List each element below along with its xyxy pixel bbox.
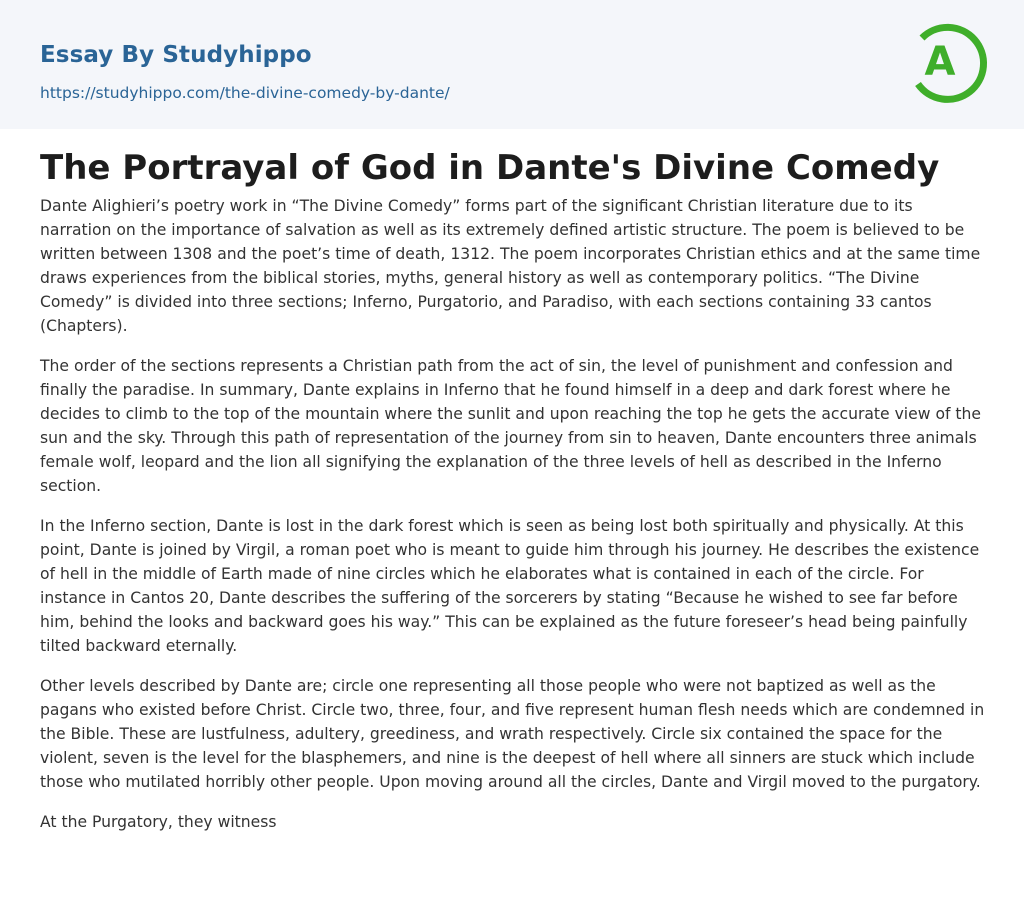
article-title: The Portrayal of God in Dante's Divine Comedy xyxy=(40,148,940,188)
article-paragraph: Other levels described by Dante are; circle one representing all those people who were not baptized as well as the pagans who existed before Christ. Circle two, three, four, and five represent human flesh needs which are condemned in the Bible. These are lustfulness, adultery, greediness, and wrath respectively. Circle six contained the space for the violent, seven is the level for the blasphemers, and nine is the deepest of hell where all sinners are stuck which include those who mutilated horribly other people. Upon moving around all the circles, Dante and Virgil moved to the purgatory. xyxy=(40,677,985,791)
article-paragraph: The order of the sections represents a Christian path from the act of sin, the level of punishment and confession and finally the paradise. In summary, Dante explains in Inferno that he found himself in a deep and dark forest where he decides to climb to the top of the mountain where the sunlit and upon reaching the top he gets the accurate view of the sun and the sky. Through this path of representation of the journey from sin to heaven, Dante encounters three animals female wolf, leopard and the lion all signifying the explanation of the three levels of hell as described in the Inferno section. xyxy=(40,357,982,495)
article-paragraph: Dante Alighieri’s poetry work in “The Divine Comedy” forms part of the significant Christian literature due to its narration on the importance of salvation as well as its extremely defined artistic structure. The poem is believed to be written between 1308 and the poet’s time of death, 1312. The poem incorporates Christian ethics and at the same time draws experiences from the biblical stories, myths, general history as well as contemporary politics. “The Divine Comedy” is divided into three sections; Inferno, Purgatorio, and Paradiso, with each sections containing 33 cantos (Chapters). xyxy=(40,197,981,335)
essay-url-link[interactable]: https://studyhippo.com/the-divine-comedy-by-dante/ xyxy=(40,84,450,102)
site-brand[interactable]: Essay By Studyhippo xyxy=(40,42,312,68)
site-header xyxy=(0,0,1024,129)
logo-letter: A xyxy=(924,39,956,85)
studyhippo-logo-icon[interactable] xyxy=(908,18,988,106)
article-paragraph: In the Inferno section, Dante is lost in the dark forest which is seen as being lost both spiritually and physically. At this point, Dante is joined by Virgil, a roman poet who is meant to guide him through his journey. He describes the existence of hell in the middle of Earth made of nine circles which he elaborates what is contained in each of the circle. For instance in Cantos 20, Dante describes the suffering of the sorcerers by stating “Because he wished to see far before him, behind the looks and backward goes his way.” This can be explained as the future foreseer’s head being painfully tilted backward eternally. xyxy=(40,517,980,655)
article-body xyxy=(40,194,986,850)
article-paragraph: At the Purgatory, they witness xyxy=(40,813,277,831)
